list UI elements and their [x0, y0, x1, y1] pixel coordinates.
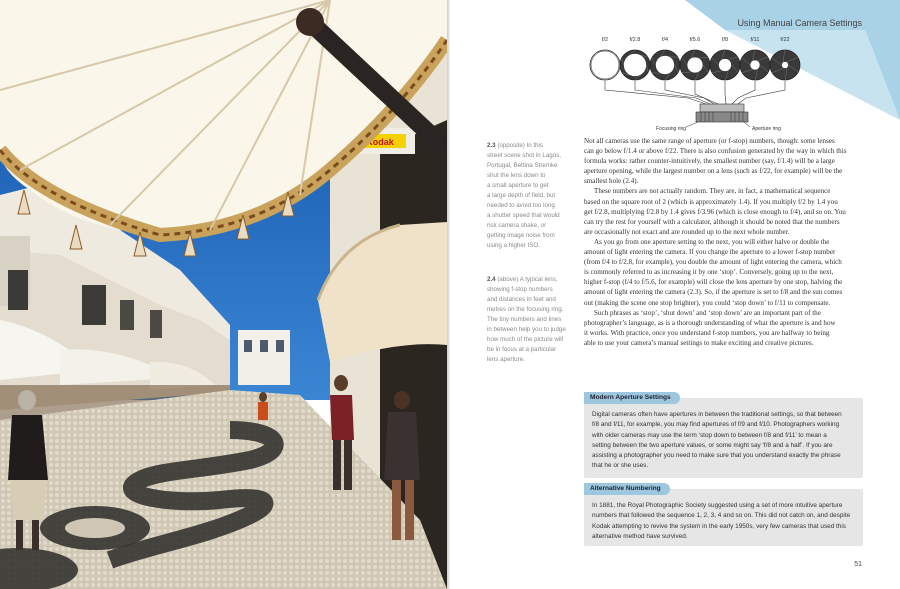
caption-2-4	[487, 275, 571, 365]
box-text: In 1881, the Royal Photographic Society suggested using a set of more intuitive aperture numbers that followed the sequence 1, 2, 3, 4 and so on. This did not catch on, and despite Kodak attempting to revive the system in the early 1950s, very few cameras that used this alternative method have survived.	[592, 502, 851, 540]
aperture-opening	[656, 56, 675, 75]
caption-number: 2.3	[487, 142, 496, 149]
f-stop-label: f/8	[721, 37, 729, 43]
lens-drawing	[686, 104, 750, 127]
caption-text: (opposite) In this street scene shot in Lagos, Portugal, Bettina Stremke shut the lens down to a small aperture to get a large depth of field, but needed to avoid too long a shutter speed that would risk camera shake, or getting image noise from using a higher ISO.	[487, 142, 561, 249]
body-paragraph: Not all cameras use the same range of aperture (or f-stop) numbers, though: some lenses can go below f/1.4 or above f/22. There is also confusion generated by the way in which this formula works: rather counter-intuitively, the smallest number (say, f/1.4) will be a large aperture opening, while the largest number on a lens (such as f/22, for example) will be the smallest hole (2.4).	[584, 137, 847, 186]
body-paragraph: Such phrases as ‘stop’, ‘shut down’ and ‘stop down’ are an important part of the photographer’s language, as is a thorough understanding of what the aperture is and how it works. With practice, once you understand f-stop numbers, you are halfway to being able to use your camera’s manual settings to make exciting and creative pictures.	[584, 308, 836, 347]
body-paragraph: These numbers are not actually random. They are, in fact, a mathematical sequence based on the square root of 2 (which is approximately 1.4). If you multiply f/2 by 1.4 you get f/2.8, multiplying f/2.8 by 1.4 gives f/3.96 (which is close enough to f/4), and so on. You can try the rest for yourself with a calculator, although it should be noted that the numbers are occasionally not exact and are rounded up to the next whole number.	[584, 187, 846, 236]
box-modern-aperture	[584, 394, 863, 478]
aperture-opening	[750, 60, 760, 70]
page-number: 51	[854, 561, 862, 568]
body-paragraph: As you go from one aperture setting to the next, you will either halve or double the amount of light entering the camera. If you change the aperture to a lower f-stop number (from f/4 to f/2.8, for example), you double the amount of light entering the camera, which is commonly referred to as increasing it by one ‘stop’. Conversely, going up to the next, higher f-stop (f/4 to f/5.6, for example) will close the lens aperture by one stop, halving the amount of light entering the camera (2.3). So, if the aperture is set to f/8 and the sun comes out (making the scene one stop brighter), you could ‘stop down’ to f/11 to compensate.	[584, 237, 843, 307]
f-stop-label: f/5.6	[689, 37, 701, 43]
f-stop-label: f/2	[601, 37, 609, 43]
box-title: Alternative Numbering	[584, 483, 670, 495]
caption-number: 2.4	[487, 276, 496, 283]
aperture-opening	[591, 51, 619, 79]
aperture-opening	[687, 57, 703, 73]
f-stop-label: f/2.8	[629, 37, 641, 43]
f-stop-label: f/4	[661, 37, 669, 43]
box-text: Digital cameras often have apertures in between the traditional settings, so that between f/8 and f/11, for example, you may find apertures of f/9 and f/10. Photographers working with older cameras may use the term ‘stop down to between f/8 and f/11’ to mean a setting between the two aperture values, or some might say ‘f/8 and a half’. If you are assisting a photographer you need to make sure that you understand exactly the phrase that he or she uses.	[592, 411, 842, 470]
running-head: Using Manual Camera Settings	[737, 18, 862, 28]
focusing-ring-label: Focusing ring	[655, 126, 686, 132]
aperture-opening	[782, 62, 789, 69]
page-gutter	[447, 0, 450, 589]
aperture-opening	[624, 54, 647, 77]
f-stop-label: f/22	[780, 37, 790, 43]
aperture-opening	[719, 59, 732, 72]
f-stop-label: f/11	[750, 37, 760, 43]
kodak-sign: Kodak	[366, 137, 394, 147]
box-title: Modern Aperture Settings	[584, 392, 680, 404]
aperture-ring-label: Aperture ring	[752, 126, 781, 132]
body-text	[584, 136, 863, 348]
box-alternative-numbering	[584, 485, 863, 546]
caption-text: (above) A typical lens, showing f-stop numbers and distances in feet and metres on the focusing ring. The tiny numbers and lines in between help you to judge how much of the picture will be in focus at a particular lens aperture.	[487, 276, 566, 363]
caption-2-3	[487, 141, 571, 251]
aperture-diagram	[588, 32, 858, 132]
street-photo	[0, 0, 447, 589]
